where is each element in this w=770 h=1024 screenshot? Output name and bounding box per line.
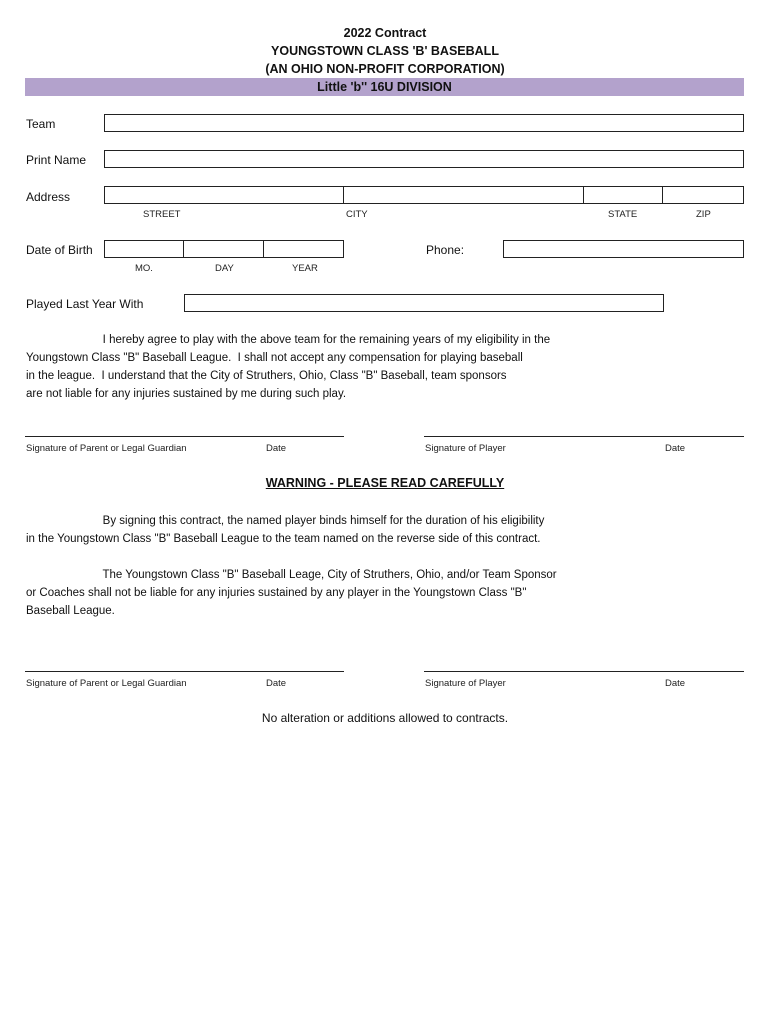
parent-signature-label: Signature of Parent or Legal Guardian <box>26 443 187 454</box>
street-field[interactable] <box>104 186 345 204</box>
alteration-note: No alteration or additions allowed to contracts. <box>261 711 509 725</box>
liability-paragraph-line: or Coaches shall not be liable for any injuries sustained by any player in the Youngstown Class "B" <box>26 587 527 599</box>
state-field[interactable] <box>583 186 664 204</box>
zip-caption: ZIP <box>696 209 711 220</box>
state-caption: STATE <box>608 209 638 220</box>
warning-paragraph-line: By signing this contract, the named player binds himself for the duration of his eligibility <box>26 515 545 527</box>
phone-field[interactable] <box>503 240 744 258</box>
agreement-line: are not liable for any injuries sustained by me during such play. <box>26 388 347 400</box>
agreement-line: Youngstown Class "B" Baseball League. I shall not accept any compensation for playing baseball <box>26 352 523 364</box>
agreement-line: I hereby agree to play with the above team for the remaining years of my eligibility in the <box>26 334 551 346</box>
dob-label: Date of Birth <box>26 243 93 257</box>
parent-signature-line[interactable] <box>25 671 344 672</box>
parent-date-label: Date <box>266 678 287 689</box>
zip-field[interactable] <box>662 186 744 204</box>
warning-paragraph-line: in the Youngstown Class "B" Baseball League to the team named on the reverse side of this contract. <box>26 533 541 545</box>
parent-date-label: Date <box>266 443 287 454</box>
street-caption: STREET <box>143 209 181 220</box>
player-signature-label: Signature of Player <box>425 678 506 689</box>
played-last-year-label: Played Last Year With <box>26 297 144 311</box>
dob-day-field[interactable] <box>183 240 265 258</box>
city-field[interactable] <box>343 186 585 204</box>
dob-year-field[interactable] <box>263 240 344 258</box>
team-label: Team <box>26 117 56 131</box>
player-signature-label: Signature of Player <box>425 443 506 454</box>
parent-signature-line[interactable] <box>25 436 344 437</box>
address-label: Address <box>26 190 71 204</box>
parent-signature-label: Signature of Parent or Legal Guardian <box>26 678 187 689</box>
contract-year-title: 2022 Contract <box>343 26 427 40</box>
division-band <box>25 78 744 96</box>
warning-title: WARNING - PLEASE READ CAREFULLY <box>265 476 505 490</box>
month-caption: MO. <box>135 263 153 274</box>
liability-paragraph-line: Baseball League. <box>26 605 115 617</box>
division-title: Little 'b'' 16U DIVISION <box>317 80 452 94</box>
agreement-line: in the league. I understand that the City of Struthers, Ohio, Class "B" Baseball, team sponsors <box>26 370 507 382</box>
player-date-label: Date <box>665 443 686 454</box>
dob-month-field[interactable] <box>104 240 185 258</box>
year-caption: YEAR <box>292 263 318 274</box>
city-caption: CITY <box>346 209 368 220</box>
print-name-label: Print Name <box>26 153 87 167</box>
liability-paragraph-line: The Youngstown Class "B" Baseball Leage, City of Struthers, Ohio, and/or Team Sponsor <box>26 569 557 581</box>
player-signature-line[interactable] <box>424 671 744 672</box>
phone-label: Phone: <box>426 243 465 257</box>
played-last-year-field[interactable] <box>184 294 664 312</box>
player-signature-line[interactable] <box>424 436 744 437</box>
player-date-label: Date <box>665 678 686 689</box>
print-name-field[interactable] <box>104 150 744 168</box>
team-field[interactable] <box>104 114 744 132</box>
day-caption: DAY <box>215 263 234 274</box>
league-name-title: YOUNGSTOWN CLASS 'B' BASEBALL <box>271 44 499 58</box>
corporation-subtitle: (AN OHIO NON-PROFIT CORPORATION) <box>265 62 505 76</box>
